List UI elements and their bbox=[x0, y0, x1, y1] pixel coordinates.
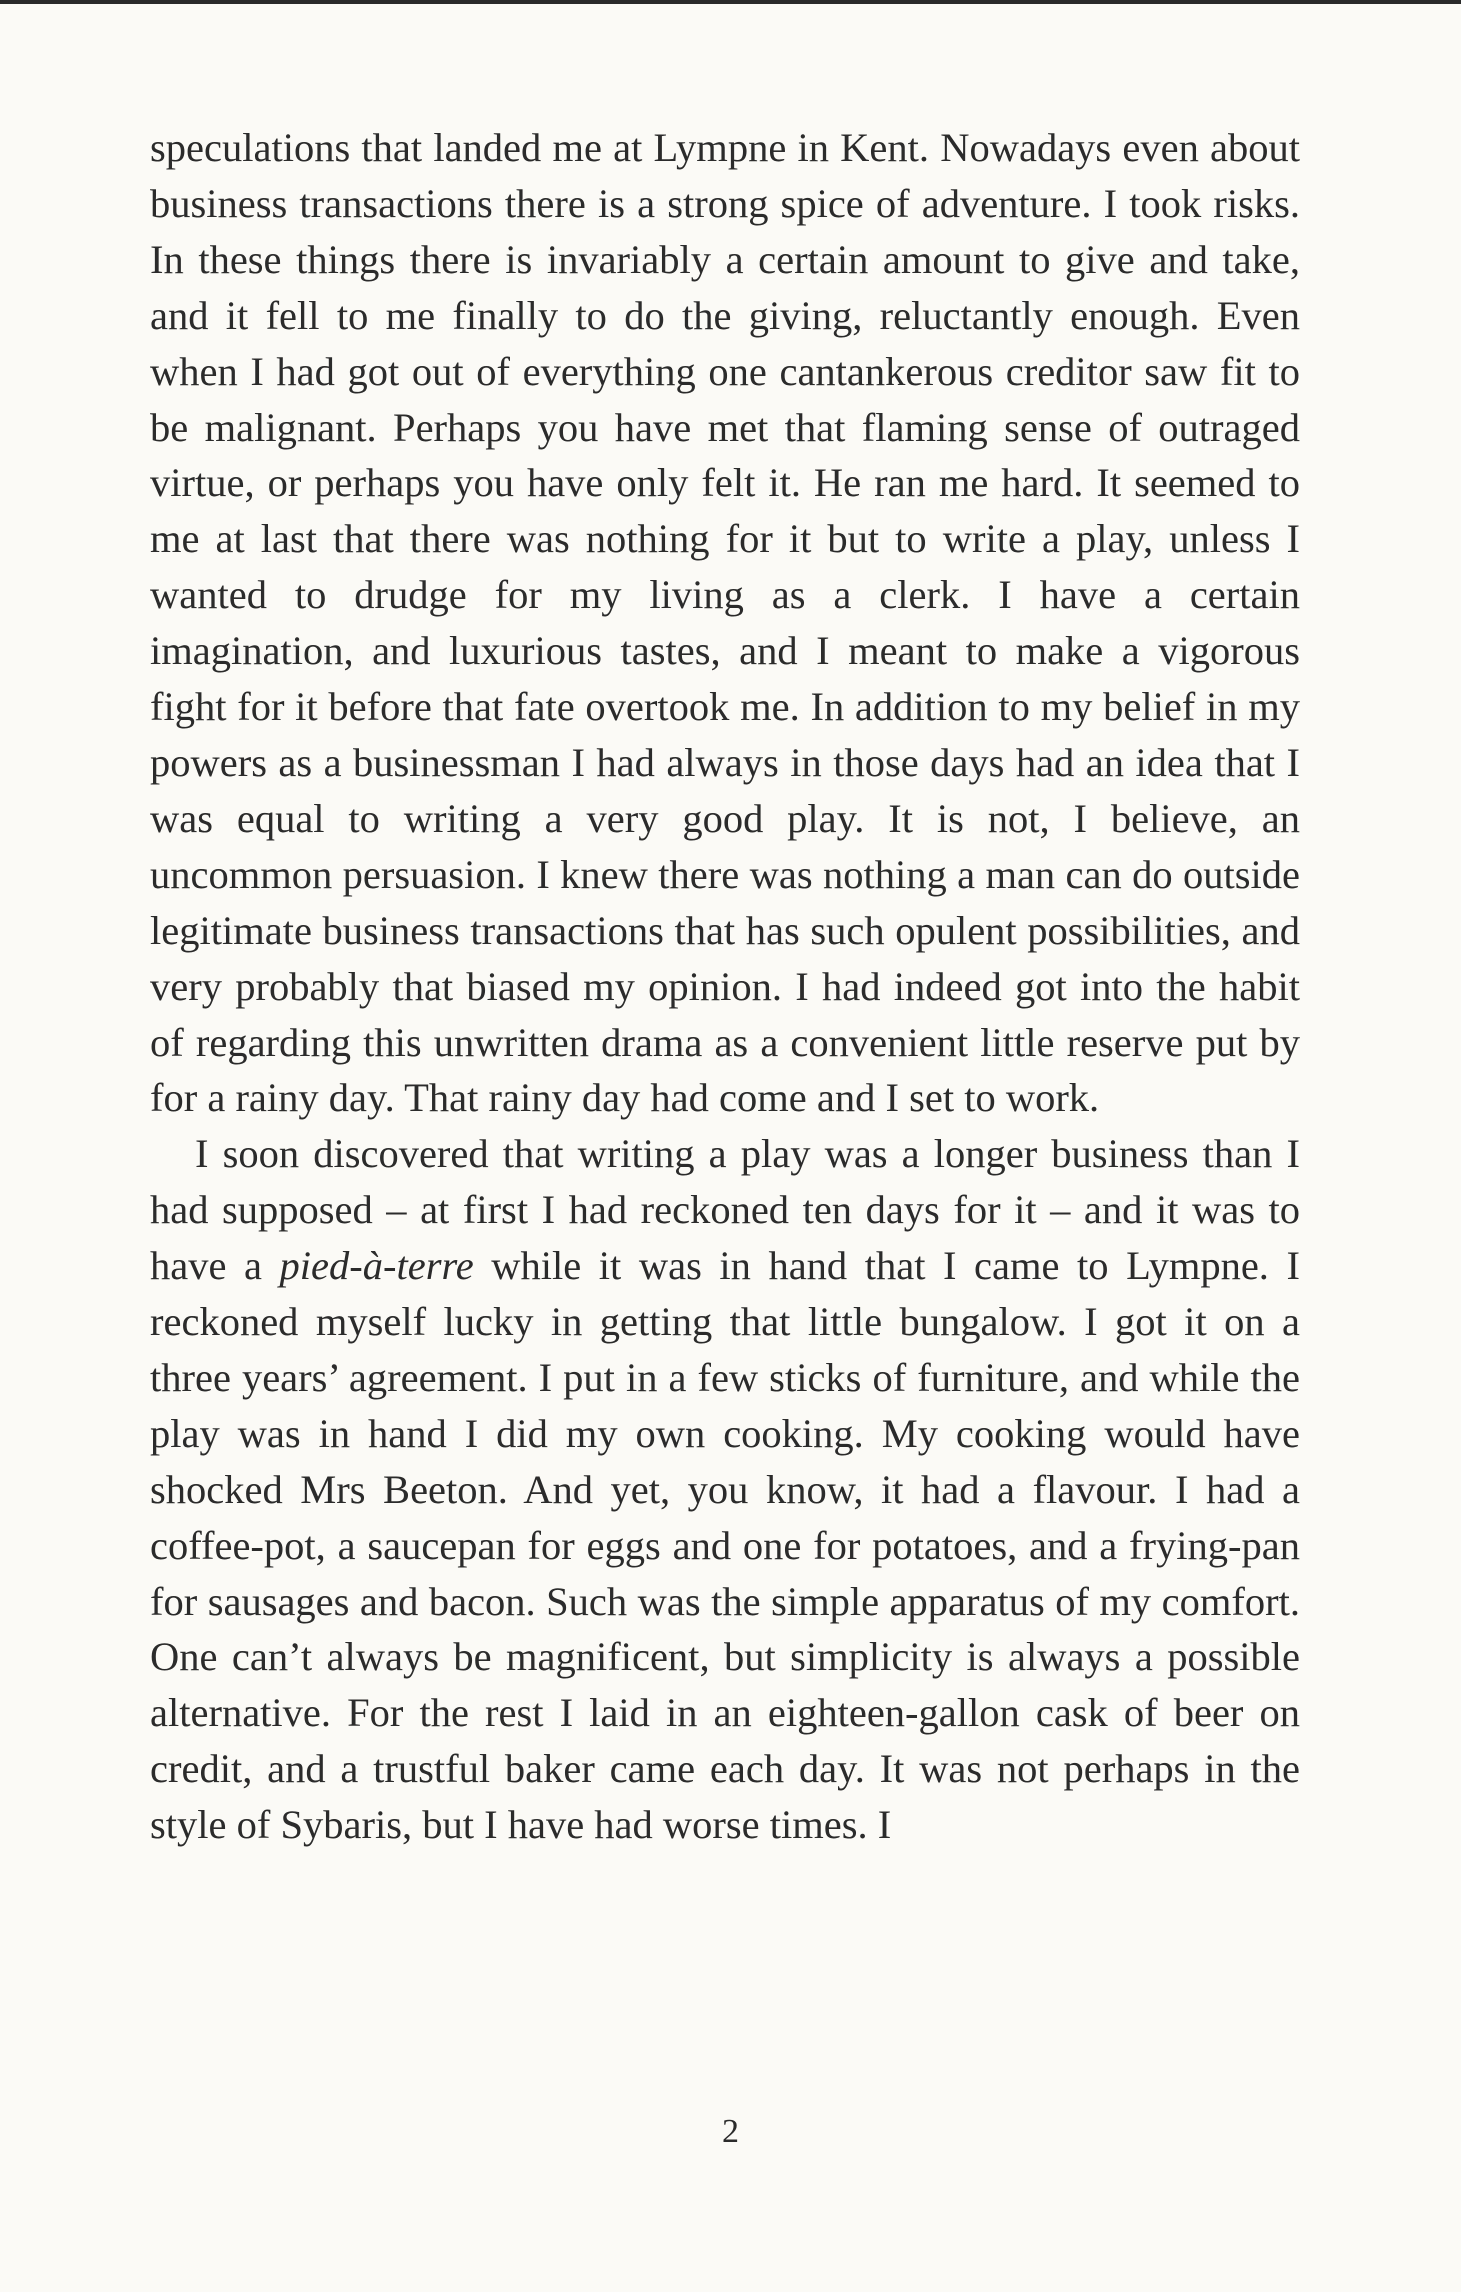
paragraph-2-start: I soon discovered that writing a play was a longer business than I had supposed – at first I had reckoned ten days for it – and it was to have a bbox=[150, 1131, 1300, 1289]
paragraph-1: speculations that landed me at Lympne in Kent. Nowadays even about business transactions there is a strong spice of adventure. I took risks. In these things there is invariably a certain amount to give and take, and it fell to me finally to do the giving, reluctantly enough. Even when I had got out of everything one cantankerous creditor saw fit to be malignant. Perhaps you have met that flaming sense of outraged virtue, or perhaps you have only felt it. He ran me hard. It seemed to me at last that there was nothing for it but to write a play, unless I wanted to drudge for my living as a clerk. I have a certain imagination, and luxurious tastes, and I meant to make a vigorous fight for it before that fate overtook me. In addition to my belief in my powers as a businessman I had always in those days had an idea that I was equal to writing a very good play. It is not, I believe, an uncommon persuasion. I knew there was nothing a man can do outside legitimate business transactions that has such opulent possibilities, and very probably that biased my opinion. I had indeed got into the habit of regarding this unwritten drama as a convenient little reserve put by for a rainy day. That rainy day had come and I set to work. bbox=[150, 125, 1300, 1121]
body-text bbox=[150, 120, 1300, 1853]
paragraph-2 bbox=[150, 1126, 1300, 1853]
page-number: 2 bbox=[722, 2113, 739, 2150]
page-top-edge bbox=[0, 0, 1461, 4]
paragraph-2-end: while it was in hand that I came to Lympne. I reckoned myself lucky in getting that little bungalow. I got it on a three years’ agreement. I put in a few sticks of furniture, and while the play was in hand I did my own cooking. My cooking would have shocked Mrs Beeton. And yet, you know, it had a flavour. I had a coffee-pot, a saucepan for eggs and one for potatoes, and a frying-pan for sausages and bacon. Such was the simple apparatus of my comfort. One can’t always be magnificent, but simplicity is always a possible alternative. For the rest I laid in an eighteen-gallon cask of beer on credit, and a trustful baker came each day. It was not perhaps in the style of Sybaris, but I have had worse times. I bbox=[150, 1243, 1300, 1848]
italic-phrase-pied-a-terre: pied-à-terre bbox=[279, 1243, 474, 1289]
